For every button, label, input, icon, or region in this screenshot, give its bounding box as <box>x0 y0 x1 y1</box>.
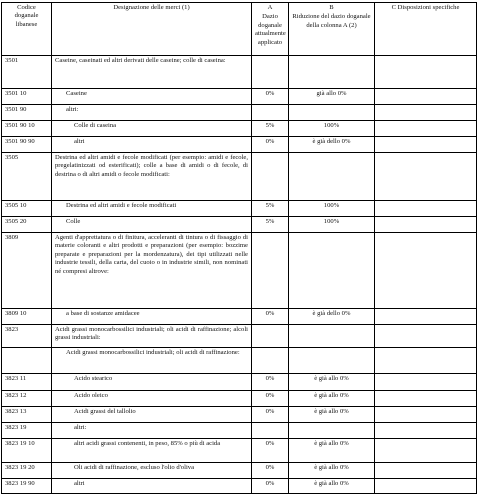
row-column-a <box>252 105 289 121</box>
row-column-a <box>252 348 289 374</box>
header-column-c-label: Disposizioni specifiche <box>397 4 460 11</box>
header-description: Designazione delle merci (1) <box>52 3 252 56</box>
table-row <box>2 56 477 89</box>
table-row <box>2 201 477 217</box>
table-row <box>2 89 477 105</box>
row-column-a: 0% <box>252 463 289 479</box>
row-description: Acidi grassi monocarbossilici industriali; oli acidi di raffinazione; alcoli grassi industriali: <box>52 325 252 348</box>
row-column-c <box>375 201 477 217</box>
row-code: 3505 20 <box>2 217 52 233</box>
table-row <box>2 153 477 201</box>
row-description: Colle di caseina <box>52 121 252 137</box>
row-column-a: 0% <box>252 89 289 105</box>
row-column-b: 100% <box>289 201 375 217</box>
row-column-b <box>289 423 375 439</box>
row-description: altri <box>52 479 252 494</box>
table-row <box>2 391 477 407</box>
row-column-a: 0% <box>252 137 289 153</box>
row-description: Destrina ed altri amidi e fecole modificati <box>52 201 252 217</box>
header-column-a <box>252 3 289 56</box>
row-column-a: 0% <box>252 479 289 494</box>
table-row <box>2 137 477 153</box>
row-code: 3501 90 10 <box>2 121 52 137</box>
table-row <box>2 325 477 348</box>
row-column-a <box>252 233 289 309</box>
row-description: Agenti d'apprettatura o di finitura, acceleranti di tintura o di fissaggio di materie coloranti e altri prodotti e preparazioni (per esempio: bozzime preparate e preparazioni per la mordenzatura), dei tipi utilizzati nelle industrie tessili, della carta, del cuoio o in industrie simili, non nominati né compresi altrove: <box>52 233 252 309</box>
row-column-b <box>289 325 375 348</box>
row-code: 3823 19 20 <box>2 463 52 479</box>
header-column-b-letter: B <box>329 4 334 11</box>
row-column-a: 0% <box>252 391 289 407</box>
row-description: Caseine <box>52 89 252 105</box>
row-column-c <box>375 233 477 309</box>
row-column-b <box>289 56 375 89</box>
header-column-a-letter: A <box>267 4 273 11</box>
row-description: Acidi grassi monocarbossilici industriali; oli acidi di raffinazione: <box>52 348 252 374</box>
row-column-b <box>289 105 375 121</box>
row-column-c <box>375 348 477 374</box>
row-column-c <box>375 407 477 423</box>
row-code: 3823 13 <box>2 407 52 423</box>
row-column-a: 0% <box>252 374 289 391</box>
row-column-c <box>375 479 477 494</box>
tariff-table <box>1 2 477 494</box>
table-row <box>2 479 477 494</box>
table-row <box>2 439 477 463</box>
header-column-b-label: Riduzione del dazio doganale della colonna A (2) <box>292 13 371 29</box>
row-column-c <box>375 423 477 439</box>
row-description: altri acidi grassi contenenti, in peso, 85% o più di acida <box>52 439 252 463</box>
row-column-b: è già allo 0% <box>289 374 375 391</box>
table-row <box>2 374 477 391</box>
row-code: 3823 19 <box>2 423 52 439</box>
row-description: Acido stearico <box>52 374 252 391</box>
header-column-c-letter: C <box>391 4 397 11</box>
table-row <box>2 217 477 233</box>
table-row <box>2 309 477 325</box>
row-description: altri: <box>52 423 252 439</box>
row-column-a <box>252 56 289 89</box>
row-column-c <box>375 56 477 89</box>
row-column-c <box>375 121 477 137</box>
row-column-a <box>252 423 289 439</box>
table-row <box>2 121 477 137</box>
row-column-b: è già allo 0% <box>289 463 375 479</box>
row-column-b: è già allo 0% <box>289 479 375 494</box>
row-column-c <box>375 89 477 105</box>
row-code: 3505 10 <box>2 201 52 217</box>
row-code: 3823 19 90 <box>2 479 52 494</box>
row-column-a <box>252 153 289 201</box>
row-column-c <box>375 137 477 153</box>
row-code <box>2 348 52 374</box>
row-column-a: 0% <box>252 309 289 325</box>
row-column-b: è già allo 0% <box>289 407 375 423</box>
header-column-b <box>289 3 375 56</box>
row-code: 3501 90 90 <box>2 137 52 153</box>
row-column-a <box>252 325 289 348</box>
row-column-c <box>375 374 477 391</box>
row-column-b: già allo 0% <box>289 89 375 105</box>
row-column-b: 100% <box>289 121 375 137</box>
row-column-b <box>289 348 375 374</box>
row-column-a: 0% <box>252 407 289 423</box>
row-description: Colle <box>52 217 252 233</box>
row-code: 3823 <box>2 325 52 348</box>
row-code: 3501 <box>2 56 52 89</box>
row-description: Acidi grassi del tallolio <box>52 407 252 423</box>
row-column-c <box>375 439 477 463</box>
table-row <box>2 233 477 309</box>
row-column-a: 0% <box>252 439 289 463</box>
row-column-c <box>375 217 477 233</box>
header-code: Codice doganale libanese <box>2 3 52 56</box>
row-column-c <box>375 153 477 201</box>
row-description: Oli acidi di raffinazione, escluso l'olio d'oliva <box>52 463 252 479</box>
row-code: 3501 90 <box>2 105 52 121</box>
row-code: 3501 10 <box>2 89 52 105</box>
row-column-c <box>375 391 477 407</box>
row-code: 3823 12 <box>2 391 52 407</box>
row-code: 3505 <box>2 153 52 201</box>
row-column-a: 5% <box>252 121 289 137</box>
row-description: altri: <box>52 105 252 121</box>
row-column-c <box>375 309 477 325</box>
row-column-b <box>289 153 375 201</box>
table-row <box>2 463 477 479</box>
row-description: altri <box>52 137 252 153</box>
row-column-b: è già dello 0% <box>289 137 375 153</box>
row-column-b: è già dello 0% <box>289 309 375 325</box>
table-header-row <box>2 3 477 56</box>
header-column-a-label: Dazio doganale attualmente applicato <box>255 13 286 46</box>
row-column-c <box>375 463 477 479</box>
row-column-a: 5% <box>252 201 289 217</box>
tariff-rows <box>2 56 477 494</box>
row-code: 3823 19 10 <box>2 439 52 463</box>
table-row <box>2 423 477 439</box>
row-column-c <box>375 325 477 348</box>
table-row <box>2 105 477 121</box>
row-description: Acido oleico <box>52 391 252 407</box>
row-column-a: 5% <box>252 217 289 233</box>
row-column-b <box>289 233 375 309</box>
table-row <box>2 348 477 374</box>
row-column-b: è già allo 0% <box>289 391 375 407</box>
row-column-c <box>375 105 477 121</box>
row-description: Destrina ed altri amidi e fecole modificati (per esempio: amidi e fecole, pregelatinizzati od esterificati); colle a base di amidi o di fecole, di destrina o di altri amidi o fecole modificati: <box>52 153 252 201</box>
row-column-b: è già allo 0% <box>289 439 375 463</box>
row-column-b: 100% <box>289 217 375 233</box>
row-code: 3823 11 <box>2 374 52 391</box>
row-description: Caseine, caseinati ed altri derivati delle caseine; colle di caseina: <box>52 56 252 89</box>
row-description: a base di sostanze amidacee <box>52 309 252 325</box>
table-row <box>2 407 477 423</box>
row-code: 3809 <box>2 233 52 309</box>
row-code: 3809 10 <box>2 309 52 325</box>
header-column-c <box>375 3 477 56</box>
